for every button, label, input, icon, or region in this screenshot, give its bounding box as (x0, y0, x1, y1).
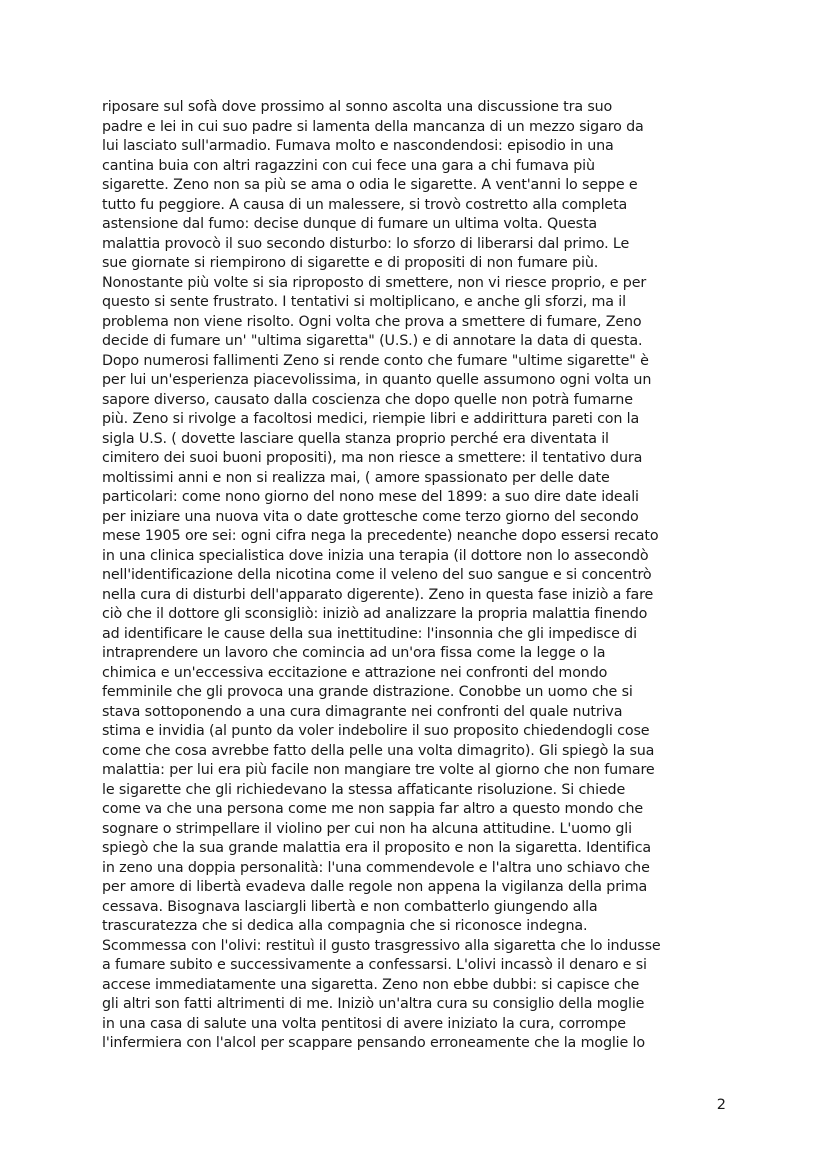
text-line: cantina buia con altri ragazzini con cui fece una gara a chi fumava più (102, 157, 595, 174)
text-line: decide di fumare un' "ultima sigaretta" (U.S.) e di annotare la data di questa. (102, 333, 643, 349)
text-line: per amore di libertà evadeva dalle regole non appena la vigilanza della prima (102, 879, 648, 895)
text-line: malattia: per lui era più facile non mangiare tre volte al giorno che non fumare (102, 762, 655, 778)
text-line: sapore diverso, causato dalla coscienza che dopo quelle non potrà fumarne (102, 391, 633, 408)
text-line: come che cosa avrebbe fatto della pelle una volta dimagrito). Gli spiegò la sua (102, 742, 655, 759)
text-line: più. Zeno si rivolge a facoltosi medici, riempie libri e addirittura pareti con la (102, 411, 640, 427)
text-line: le sigarette che gli richiedevano la stessa affaticante risoluzione. Si chiede (102, 781, 626, 798)
text-line: sognare o strimpellare il violino per cui non ha alcuna attitudine. L'uomo gli (102, 820, 632, 837)
text-line: intraprendere un lavoro che comincia ad un'ora fissa come la legge o la (102, 645, 606, 661)
text-line: padre e lei in cui suo padre si lamenta della mancanza di un mezzo sigaro da (102, 118, 644, 135)
text-line: in zeno una doppia personalità: l'una commendevole e l'altra uno schiavo che (102, 859, 650, 876)
text-line: stava sottoponendo a una cura dimagrante nei confronti del quale nutriva (102, 703, 623, 720)
text-line: trascuratezza che si dedica alla compagnia che si riconosce indegna. (102, 918, 588, 934)
text-line: accese immediatamente una sigaretta. Zeno non ebbe dubbi: si capisce che (102, 976, 640, 993)
text-line: spiegò che la sua grande malattia era il proposito e non la sigaretta. Identifica (102, 840, 652, 856)
text-line: stima e invidia (al punto da voler indebolire il suo proposito chiedendogli cose (102, 723, 650, 739)
text-line: mese 1905 ore sei: ogni cifra nega la precedente) neanche dopo essersi recato (102, 528, 659, 544)
text-line: lui lasciato sull'armadio. Fumava molto e nascondendosi: episodio in una (102, 138, 614, 154)
text-line: cessava. Bisognava lasciargli libertà e non combatterlo giungendo alla (102, 898, 598, 915)
text-line: particolari: come nono giorno del nono mese del 1899: a suo dire date ideali (102, 489, 639, 505)
text-line: Dopo numerosi fallimenti Zeno si rende conto che fumare "ultime sigarette" è (102, 352, 649, 369)
text-line: a fumare subito e successivamente a confessarsi. L'olivi incassò il denaro e si (102, 957, 647, 973)
text-line: gli altri son fatti altrimenti di me. Iniziò un'altra cura su consiglio della moglie (102, 996, 645, 1012)
text-line: nella cura di disturbi dell'apparato digerente). Zeno in questa fase iniziò a fare (102, 586, 654, 603)
text-line: nell'identificazione della nicotina come il veleno del suo sangue e si concentrò (102, 567, 652, 583)
text-line: in una casa di salute una volta pentitosi di avere iniziato la cura, corrompe (102, 1015, 626, 1032)
text-line: sigarette. Zeno non sa più se ama o odia le sigarette. A vent'anni lo seppe e (102, 177, 638, 193)
text-line: chimica e un'eccessiva eccitazione e attrazione nei confronti del mondo (102, 664, 608, 681)
text-line: malattia provocò il suo secondo disturbo: lo sforzo di liberarsi dal primo. Le (102, 235, 630, 252)
text-line: sigla U.S. ( dovette lasciare quella stanza proprio perché era diventata il (102, 430, 609, 447)
text-line: come va che una persona come me non sappia far altro a questo mondo che (102, 801, 644, 817)
text-line: sue giornate si riempirono di sigarette e di propositi di non fumare più. (102, 255, 599, 271)
text-line: l'infermiera con l'alcol per scappare pensando erroneamente che la moglie lo (102, 1035, 645, 1051)
text-line: cimitero dei suoi buoni propositi), ma non riesce a smettere: il tentativo dura (102, 450, 643, 466)
text-line: problema non viene risolto. Ogni volta che prova a smettere di fumare, Zeno (102, 313, 642, 330)
text-line: astensione dal fumo: decise dunque di fumare un ultima volta. Questa (102, 216, 598, 232)
text-line: in una clinica specialistica dove inizia una terapia (il dottore non lo assecondò (102, 547, 649, 564)
text-line: femminile che gli provoca una grande distrazione. Conobbe un uomo che si (102, 684, 633, 700)
text-line: riposare sul sofà dove prossimo al sonno ascolta una discussione tra suo (102, 99, 613, 115)
text-line: per iniziare una nuova vita o date grottesche come terzo giorno del secondo (102, 508, 639, 525)
text-line: tutto fu peggiore. A causa di un malessere, si trovò costretto alla completa (102, 196, 628, 213)
text-line: Nonostante più volte si sia riproposto di smettere, non vi riesce proprio, e per (102, 274, 647, 291)
body-text (102, 98, 742, 1054)
text-line: ciò che il dottore gli sconsigliò: iniziò ad analizzare la propria malattia finendo (102, 606, 648, 622)
text-line: moltissimi anni e non si realizza mai, ( amore spassionato per delle date (102, 469, 610, 486)
text-line: questo si sente frustrato. I tentativi si moltiplicano, e anche gli sforzi, ma il (102, 294, 626, 310)
page-number: 2 (716, 1097, 726, 1113)
text-line: ad identificare le cause della sua inettitudine: l'insonnia che gli impedisce di (102, 625, 637, 642)
text-line: per lui un'esperienza piacevolissima, in quanto quelle assumono ogni volta un (102, 372, 652, 388)
text-line: Scommessa con l'olivi: restituì il gusto trasgressivo alla sigaretta che lo indusse (102, 937, 661, 954)
